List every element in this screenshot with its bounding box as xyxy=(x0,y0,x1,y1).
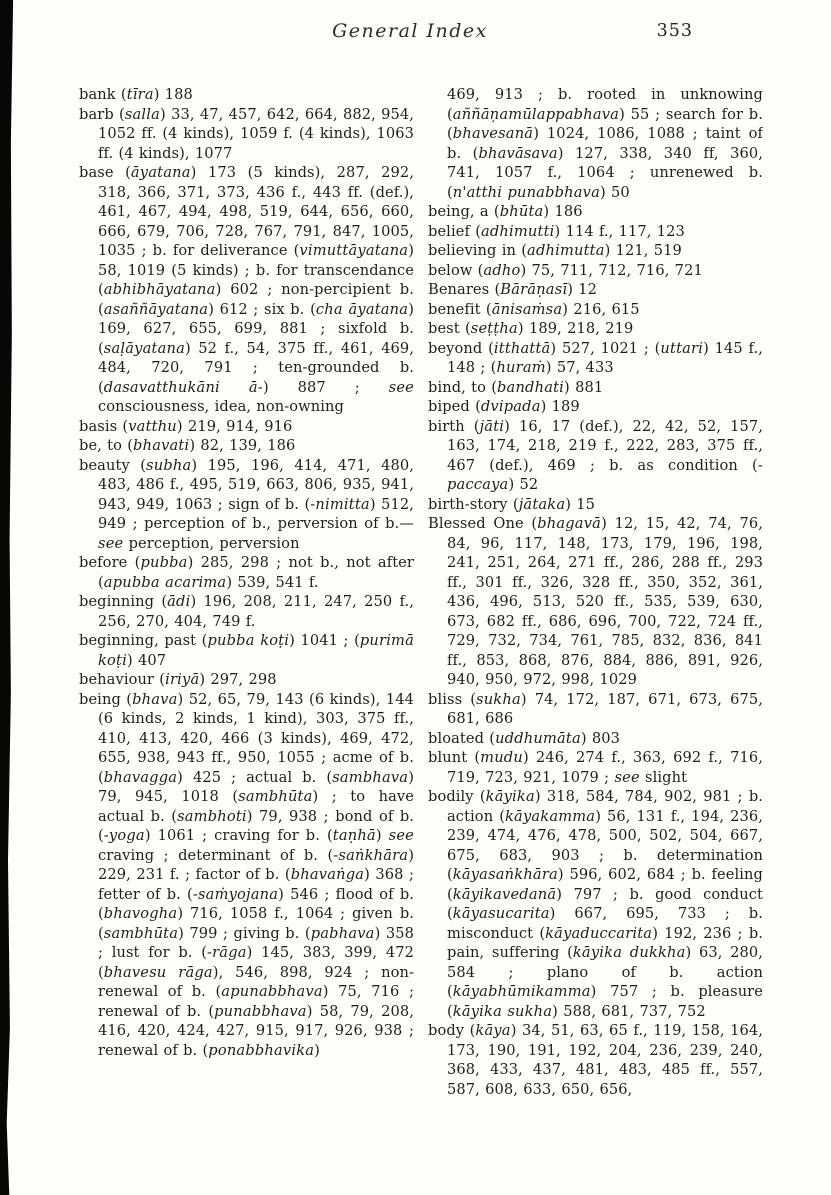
index-entry: below (adho) 75, 711, 712, 716, 721 xyxy=(428,261,703,279)
index-entry: biped (dvipada) 189 xyxy=(428,398,580,415)
index-entry: bloated (uddhumāta) 803 xyxy=(428,729,621,747)
index-entry: best (seṭṭha) 189, 218, 219 xyxy=(428,320,634,337)
index-entry: being, a (bhūta) 186 xyxy=(428,203,583,220)
index-entry: beyond (itthattā) 527, 1021 ; (uttari) 145 f., 148 ; (huraṁ) 57, 433 xyxy=(428,339,763,376)
index-entry: believing in (adhimutta) 121, 519 xyxy=(428,242,682,259)
index-entry: being (bhava) 52, 65, 79, 143 (6 kinds), 144 (6 kinds, 2 kinds, 1 kind), 303, 375 ff., 410, 413, 420, 466 (3 kinds), 469, 472, 655, 938, 943 ff., 950, 1055 ; acme of b. (bhavagga) 425 ; actual b. (sambhava) 79, 945, 1018 (sambhūta) ; to have actual b. (sambhoti) 79, 938 ; bond of b. (-yoga) 1061 ; craving for b. (taṇhā) see craving ; determinant of b. (-saṅkhāra) 229, 231 f. ; factor of b. (bhavaṅga) 368 ; fetter of b. (-saṁyojana) 546 ; flood of b. (bhavogha) 716, 1058 f., 1064 ; given b. (sambhūta) 799 ; giving b. (pabhava) 358 ; lust for b. (-rāga) 145, 383, 399, 472 (bhavesu rāga), 546, 898, 924 ; non-renewal of b. (apunabbhava) 75, 716 ; renewal of b. (punabbhava) 58, 79, 208, 416, 420, 424, 427, 915, 917, 926, 938 ; renewal of b. (ponabbhavika) xyxy=(79,690,414,1059)
index-entry: belief (adhimutti) 114 f., 117, 123 xyxy=(428,222,685,240)
index-entry: body (kāya) 34, 51, 63, 65 f., 119, 158, 164, 173, 190, 191, 192, 204, 236, 239, 240, 368, 433, 437, 481, 483, 485 ff., 557, 587, 608, 633, 650, 656, xyxy=(428,1022,763,1098)
index-entry: behaviour (iriyā) 297, 298 xyxy=(79,671,277,688)
index-entry: birth-story (jātaka) 15 xyxy=(428,495,596,513)
index-entry: bind, to (bandhati) 881 xyxy=(428,378,604,396)
index-entry: before (pubba) 285, 298 ; not b., not after (apubba acarima) 539, 541 f. xyxy=(79,554,414,591)
index-entry: beginning, past (pubba koṭi) 1041 ; (purimā koṭi) 407 xyxy=(79,632,414,669)
index-entry: beginning (ādi) 196, 208, 211, 247, 250 f., 256, 270, 404, 749 f. xyxy=(79,593,414,630)
index-entry: Benares (Bārāṇasī) 12 xyxy=(428,281,598,298)
index-entry: benefit (ānisaṁsa) 216, 615 xyxy=(428,300,640,318)
index-entry: bank (tīra) 188 xyxy=(79,86,193,103)
index-entry: base (āyatana) 173 (5 kinds), 287, 292, 318, 366, 371, 373, 436 f., 443 ff. (def.), 461, 467, 494, 498, 519, 644, 656, 660, 666, 679, 706, 728, 767, 791, 847, 1005, 1035 ; b. for deliverance (vimuttāyatana) 58, 1019 (5 kinds) ; b. for transcendance (abhibhāyatana) 602 ; non-percipient b. (asaññāyatana) 612 ; six b. (cha āyatana) 169, 627, 655, 699, 881 ; sixfold b. (saḷāyatana) 52 f., 54, 375 ff., 461, 469, 484, 720, 791 ; ten-grounded b. (dasavatthukāni ā-) 887 ; see consciousness, idea, non-owning xyxy=(79,164,414,415)
index-columns xyxy=(79,85,763,1115)
index-entry: bliss (sukha) 74, 172, 187, 671, 673, 675, 681, 686 xyxy=(428,690,763,727)
index-column-right xyxy=(428,85,763,1115)
running-head-title: General Index xyxy=(332,20,488,42)
index-entry: be, to (bhavati) 82, 139, 186 xyxy=(79,437,296,454)
index-entry: Blessed One (bhagavā) 12, 15, 42, 74, 76, 84, 96, 117, 148, 173, 179, 196, 198, 241, 251, 264, 271 ff., 286, 288 ff., 293 ff., 301 ff., 326, 328 ff., 350, 352, 361, 436, 496, 513, 520 ff., 535, 539, 630, 673, 682 ff., 686, 696, 700, 722, 724 ff., 729, 732, 734, 761, 785, 832, 836, 841 ff., 853, 868, 876, 884, 886, 891, 926, 940, 950, 972, 998, 1029 xyxy=(428,515,763,688)
index-column-left xyxy=(79,85,414,1115)
index-entry: blunt (mudu) 246, 274 f., 363, 692 f., 716, 719, 723, 921, 1079 ; see slight xyxy=(428,749,763,786)
index-entry: birth (jāti) 16, 17 (def.), 22, 42, 52, 157, 163, 174, 218, 219 f., 222, 283, 375 ff., 467 (def.), 469 ; b. as condition (-paccaya) 52 xyxy=(428,417,763,493)
index-entry: barb (salla) 33, 47, 457, 642, 664, 882, 954, 1052 ff. (4 kinds), 1059 f. (4 kinds), 1063 ff. (4 kinds), 1077 xyxy=(79,105,414,162)
index-entry: bodily (kāyika) 318, 584, 784, 902, 981 ; b. action (kāyakamma) 56, 131 f., 194, 236, 239, 474, 476, 478, 500, 502, 504, 667, 675, 683, 903 ; b. determination (kāyasaṅkhāra) 596, 602, 684 ; b. feeling (kāyikavedanā) 797 ; b. good conduct (kāyasucarita) 667, 695, 733 ; b. misconduct (kāyaduccarita) 192, 236 ; b. pain, suffering (kāyika dukkha) 63, 280, 584 ; plano of b. action (kāyabhūmikamma) 757 ; b. pleasure (kāyika sukha) 588, 681, 737, 752 xyxy=(428,788,763,1020)
index-entry-continuation: 469, 913 ; b. rooted in unknowing (aññāṇamūlappabhava) 55 ; search for b. (bhavesanā) 1024, 1086, 1088 ; taint of b. (bhavāsava) 127, 338, 340 ff, 360, 741, 1057 f., 1064 ; unrenewed b. (n'atthi punabbhava) 50 xyxy=(447,86,763,201)
index-entry: beauty (subha) 195, 196, 414, 471, 480, 483, 486 f., 495, 519, 663, 806, 935, 941, 943, 949, 1063 ; sign of b. (-nimitta) 512, 949 ; perception of b., perversion of b.—see perception, perversion xyxy=(79,456,414,552)
index-entry: basis (vatthu) 219, 914, 916 xyxy=(79,417,293,435)
page-number: 353 xyxy=(656,21,693,41)
book-gutter-shadow xyxy=(0,0,16,1195)
